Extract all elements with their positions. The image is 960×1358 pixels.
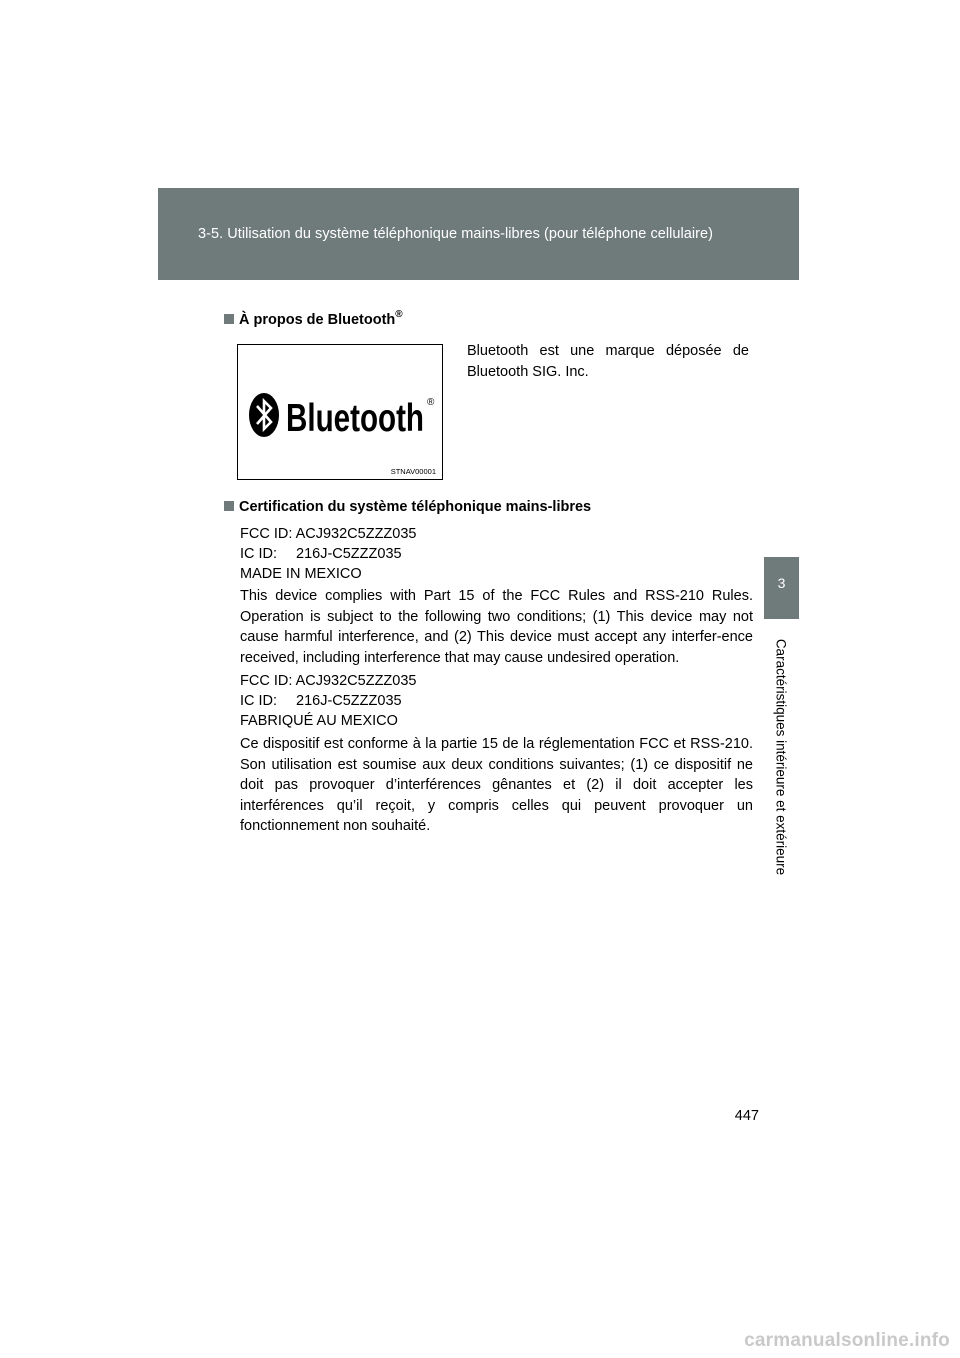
square-bullet-icon <box>224 501 234 511</box>
square-bullet-icon <box>224 314 234 324</box>
section-heading-certification-text: Certification du système téléphonique mains-libres <box>239 499 592 515</box>
page-number: 447 <box>734 1108 759 1124</box>
ic-id-value: 216J-C5ZZZ035 <box>296 693 402 709</box>
french-compliance-paragraph: Ce dispositif est conforme à la partie 15 de la réglementation FCC et RSS-210. Son utilisation est soumise aux deux conditions suivantes; (1) ce dispositif ne doit pas provoquer d’interférences gênantes et (2) il doit accepter les interférences qu’il reçoit, y compris celles qui peuvent provoquer un fonctionnement non souhaité. <box>240 736 753 834</box>
figure-id: STNAV00001 <box>390 467 436 476</box>
ic-id-line <box>240 544 753 564</box>
origin-line: MADE IN MEXICO <box>240 566 362 582</box>
logo-registered-mark: ® <box>427 397 435 408</box>
ic-id-line <box>240 691 753 711</box>
header-title: 3-5. Utilisation du système téléphonique mains-libres (pour téléphone cellulaire) <box>198 226 714 242</box>
logo-wordmark: Bluetooth <box>286 397 424 439</box>
section-heading-certification <box>224 499 591 515</box>
registered-mark: ® <box>395 309 403 320</box>
fcc-id-line: FCC ID: ACJ932C5ZZZ035 <box>240 673 417 689</box>
ic-id-label: IC ID: <box>240 546 278 562</box>
watermark: carmanualsonline.info <box>744 1330 950 1351</box>
fcc-id-line: FCC ID: ACJ932C5ZZZ035 <box>240 526 417 542</box>
bluetooth-logo-icon <box>246 391 436 439</box>
ic-id-value: 216J-C5ZZZ035 <box>296 546 402 562</box>
ic-id-label: IC ID: <box>240 693 278 709</box>
header-band <box>158 188 799 280</box>
english-compliance-paragraph: This device complies with Part 15 of the FCC Rules and RSS-210 Rules. Operation is subject to the following two conditions; (1) This device may not cause harmful interference, and (2) This device must accept any interfer-ence received, including interference that may cause undesired operation. <box>240 588 753 666</box>
section-heading-bluetooth <box>224 309 403 328</box>
bluetooth-logo-figure <box>237 344 443 480</box>
section-heading-bluetooth-text: À propos de Bluetooth <box>239 312 396 328</box>
english-id-block <box>240 524 753 584</box>
chapter-label-text: Caractéristiques intérieure et extérieure <box>773 638 789 876</box>
chapter-number-tab: 3 <box>764 557 799 619</box>
french-id-block <box>240 671 753 731</box>
origin-line: FABRIQUÉ AU MEXICO <box>240 713 398 729</box>
bluetooth-trademark-note: Bluetooth est une marque déposée de Bluetooth SIG. Inc. <box>467 343 749 380</box>
